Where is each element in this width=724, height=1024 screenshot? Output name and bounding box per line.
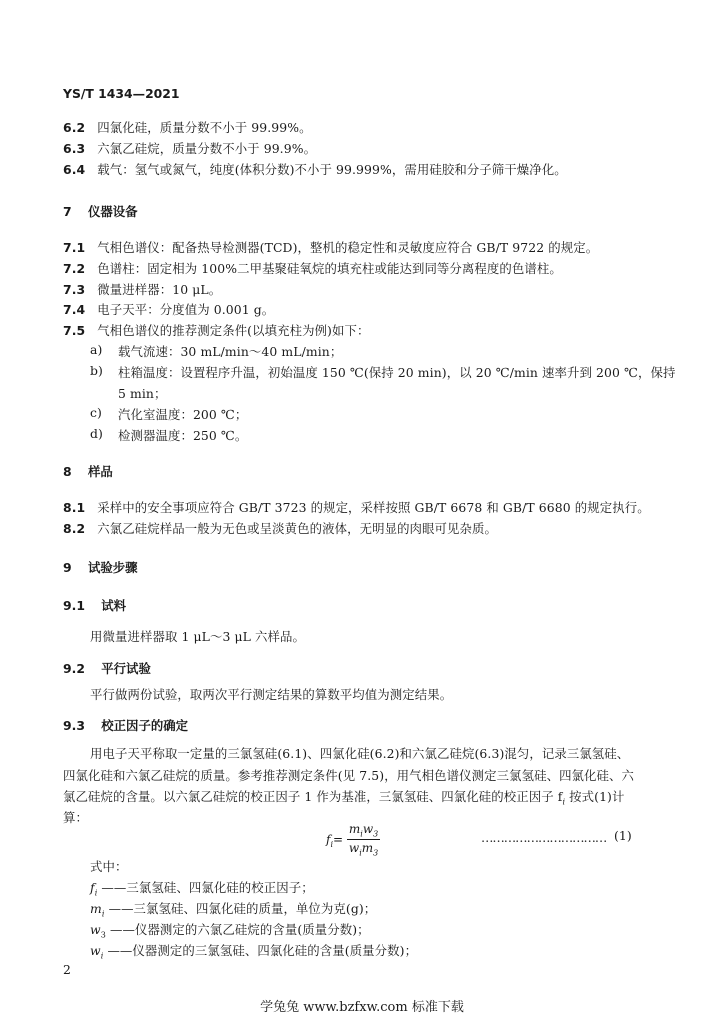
condition-d xyxy=(90,426,248,443)
page-number: 2 xyxy=(63,962,71,977)
list-text: 柱箱温度：设置程序升温，初始温度 150 ℃(保持 20 min)，以 20 ℃/min 速率升到 200 ℃，保持 xyxy=(118,365,676,380)
clause-6-2 xyxy=(63,118,312,136)
clause-7-3 xyxy=(63,280,221,298)
subscript: i xyxy=(562,797,566,807)
list-text: 检测器温度：250 ℃。 xyxy=(118,428,248,443)
clause-text: 气相色谱仪：配备热导检测器(TCD)，整机的稳定性和灵敏度应符合 GB/T 9722 的规定。 xyxy=(97,240,599,255)
variable-definition xyxy=(90,920,370,939)
clause-text: 电子天平：分度值为 0.001 g。 xyxy=(97,302,275,317)
formula-lhs: f xyxy=(326,832,331,847)
paragraph-text: 氯乙硅烷的含量。以六氯乙硅烷的校正因子 1 作为基准，三氯氢硅、四氯化硅的校正因子 f xyxy=(63,789,563,804)
section-title: 仪器设备 xyxy=(87,204,138,219)
subsection-title: 校正因子的确定 xyxy=(101,718,189,733)
formula-denominator xyxy=(347,840,380,857)
list-text: 载气流速：30 mL/min～40 mL/min； xyxy=(118,344,343,359)
formula-number: (1) xyxy=(614,828,632,843)
subsection-9-2-heading xyxy=(63,659,151,677)
clause-number: 6.4 xyxy=(63,162,86,177)
clause-text: 六氯乙硅烷，质量分数不小于 99.9%。 xyxy=(97,141,317,156)
variable-definition xyxy=(90,941,417,960)
variable-text: ——三氯氢硅、四氯化硅的质量，单位为克(g)； xyxy=(108,901,377,916)
clause-number: 7.1 xyxy=(63,240,86,255)
subsection-number: 9.1 xyxy=(63,598,85,613)
paragraph-text: 按式(1)计 xyxy=(565,789,625,804)
list-label: d) xyxy=(90,426,103,441)
clause-7-4 xyxy=(63,300,274,318)
variable-symbol: w xyxy=(90,943,101,958)
section-number: 8 xyxy=(63,464,72,479)
list-text: 汽化室温度：200 ℃； xyxy=(118,407,248,422)
section-number: 9 xyxy=(63,560,72,575)
section-7-heading xyxy=(63,202,138,220)
clause-7-1 xyxy=(63,238,598,256)
clause-text: 四氯化硅，质量分数不小于 99.99%。 xyxy=(97,120,312,135)
subsection-9-3-heading xyxy=(63,716,188,734)
symbol: w xyxy=(348,841,360,856)
clause-7-5 xyxy=(63,321,369,339)
where-intro: 式中： xyxy=(90,859,128,874)
clause-text: 载气：氢气或氮气，纯度(体积分数)不小于 99.999%，需用硅胶和分子筛干燥净化。 xyxy=(97,162,567,177)
variable-symbol: w xyxy=(90,922,101,937)
clause-8-1 xyxy=(63,498,650,516)
symbol-sub: 3 xyxy=(373,848,379,858)
clause-text: 六氯乙硅烷样品一般为无色或呈淡黄色的液体，无明显的肉眼可见杂质。 xyxy=(97,521,497,536)
variable-sub: 3 xyxy=(100,930,106,940)
clause-8-2 xyxy=(63,519,497,537)
clause-number: 8.2 xyxy=(63,521,86,536)
clause-number: 7.2 xyxy=(63,261,86,276)
clause-6-3 xyxy=(63,139,316,157)
clause-text: 采样中的安全事项应符合 GB/T 3723 的规定，采样按照 GB/T 6678 和 GB/T 6680 的规定执行。 xyxy=(97,500,650,515)
variable-definition xyxy=(90,878,314,897)
variable-text: ——三氯氢硅、四氯化硅的校正因子； xyxy=(101,880,314,895)
variable-text: ——仪器测定的三氯氢硅、四氯化硅的含量(质量分数)； xyxy=(107,943,418,958)
symbol-sub: i xyxy=(359,848,362,858)
clause-number: 8.1 xyxy=(63,500,86,515)
subsection-number: 9.2 xyxy=(63,661,85,676)
clause-number: 6.3 xyxy=(63,141,86,156)
list-label: b) xyxy=(90,363,103,378)
condition-a xyxy=(90,342,343,359)
paragraph-line: 算： xyxy=(63,810,88,825)
clause-6-4 xyxy=(63,160,567,178)
condition-b-continuation: 5 min； xyxy=(118,386,167,401)
variable-sub: i xyxy=(94,888,98,898)
subsection-title: 平行试验 xyxy=(101,661,151,676)
section-number: 7 xyxy=(63,204,72,219)
symbol-sub: 3 xyxy=(373,829,379,839)
variable-sub: i xyxy=(101,909,105,919)
section-title: 试验步骤 xyxy=(87,560,138,575)
condition-c xyxy=(90,405,248,422)
formula-leader-dots: …………………………… xyxy=(481,830,607,845)
variable-symbol: m xyxy=(90,901,102,916)
formula-numerator xyxy=(347,822,380,840)
subsection-9-1-heading xyxy=(63,596,126,614)
clause-7-2 xyxy=(63,259,562,277)
subsection-9-1-text: 用微量进样器取 1 μL～3 μL 六样品。 xyxy=(90,629,305,644)
formula-fraction xyxy=(347,822,380,858)
section-9-heading xyxy=(63,558,138,576)
document-id: YS/T 1434—2021 xyxy=(63,86,180,101)
paragraph-line: 用电子天平称取一定量的三氯氢硅(6.1)、四氯化硅(6.2)和六氯乙硅烷(6.3)混匀，记录三氯氢硅、 xyxy=(90,746,630,761)
list-label: c) xyxy=(90,405,102,420)
symbol-sub: i xyxy=(360,829,363,839)
variable-definition xyxy=(90,899,376,918)
watermark-footer[interactable]: 学兔兔 www.bzfxw.com 标准下载 xyxy=(260,1000,464,1015)
symbol: m xyxy=(361,841,374,856)
formula-1 xyxy=(326,822,380,858)
subsection-number: 9.3 xyxy=(63,718,85,733)
variable-sub: i xyxy=(100,951,104,961)
clause-number: 6.2 xyxy=(63,120,86,135)
symbol: w xyxy=(362,822,374,836)
paragraph-line: 四氯化硅和六氯乙硅烷的质量。参考推荐测定条件(见 7.5)，用气相色谱仪测定三氯氢硅、四氯化硅、六 xyxy=(63,768,635,783)
section-8-heading xyxy=(63,462,113,480)
formula-lhs-sub: i xyxy=(330,839,334,849)
clause-text: 气相色谱仪的推荐测定条件(以填充柱为例)如下： xyxy=(97,323,370,338)
subsection-title: 试料 xyxy=(101,598,127,613)
formula-equals: = xyxy=(333,832,344,847)
clause-number: 7.3 xyxy=(63,282,86,297)
subsection-9-2-text: 平行做两份试验，取两次平行测定结果的算数平均值为测定结果。 xyxy=(90,687,453,702)
condition-b xyxy=(90,363,676,380)
list-label: a) xyxy=(90,342,103,357)
variable-text: ——仪器测定的六氯乙硅烷的含量(质量分数)； xyxy=(109,922,370,937)
variable-symbol: f xyxy=(90,880,95,895)
paragraph-line xyxy=(63,787,624,806)
clause-text: 色谱柱：固定相为 100%二甲基聚硅氧烷的填充柱或能达到同等分离程度的色谱柱。 xyxy=(97,261,562,276)
clause-number: 7.5 xyxy=(63,323,86,338)
symbol: m xyxy=(348,822,361,836)
clause-number: 7.4 xyxy=(63,302,86,317)
clause-text: 微量进样器：10 μL。 xyxy=(97,282,222,297)
section-title: 样品 xyxy=(87,464,113,479)
